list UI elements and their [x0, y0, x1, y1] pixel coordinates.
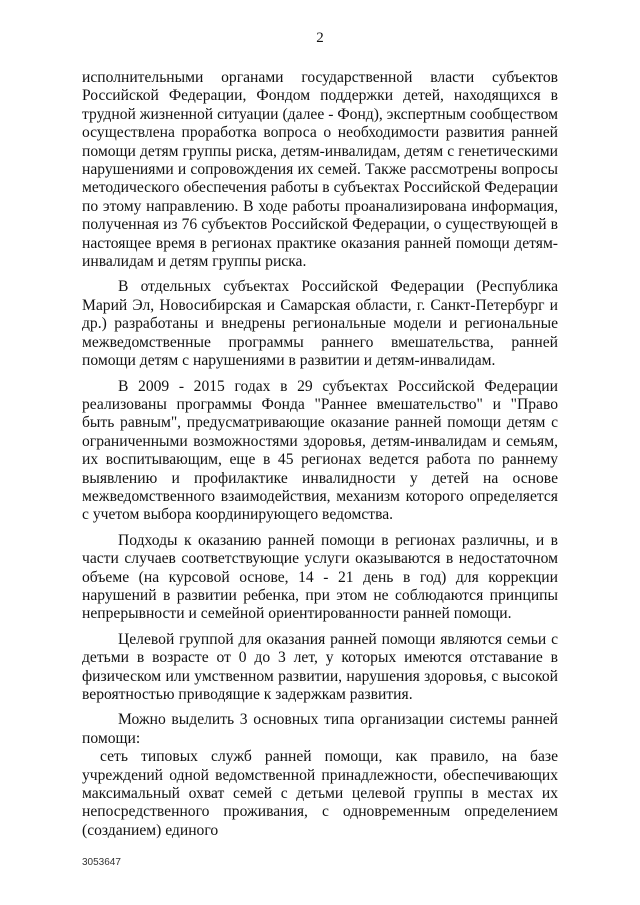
document-code: 3053647 [82, 857, 121, 868]
document-body [82, 69, 558, 847]
paragraph-fund-programs: В 2009 - 2015 годах в 29 субъектах Российской Федерации реализованы программы Фонда "Раннее вмешательство" и "Право быть равным", предусматривающие оказание ранней помощи детям с ограниченными возможностями здоровья, детям-инвалидам и семьям, их воспитывающим, еще в 45 регионах ведется работа по раннему выявлению и профилактике инвалидности у детей на основе межведомственного взаимодействия, механизм которого определяется с учетом выбора координирующего ведомства. [82, 377, 558, 524]
paragraph-target-group: Целевой группой для оказания ранней помощи являются семьи с детьми в возрасте от 0 до 3 лет, у которых имеются отставание в физическом или умственном развитии, нарушения здоровья, с высокой вероятностью приводящие к задержкам развития. [82, 630, 558, 703]
paragraph-intro-continuation: исполнительными органами государственной власти субъектов Российской Федерации, Фондом поддержки детей, находящихся в трудной жизненной ситуации (далее - Фонд), экспертным сообществом осуществлена проработка вопроса о необходимости развития ранней помощи детям группы риска, детям-инвалидам, детям с генетическими нарушениями и сопровождения их семей. Также рассмотрены вопросы методического обеспечения работы в субъектах Российской Федерации по этому направлению. В ходе работы проанализирована информация, полученная из 76 субъектов Российской Федерации, о существующей в настоящее время в регионах практике оказания ранней помощи детям-инвалидам и детям группы риска. [82, 69, 558, 271]
list-item-service-network: сеть типовых служб ранней помощи, как правило, на базе учреждений одной ведомственной принадлежности, обеспечивающих максимальный охват семей с детьми целевой группы в местах их непосредственного проживания, с одновременным определением (созданием) единого [82, 748, 558, 839]
paragraph-approaches: Подходы к оказанию ранней помощи в регионах различны, и в части случаев соответствующие услуги оказываются в недостаточном объеме (на курсовой основе, 14 - 21 день в год) для коррекции нарушений в развитии ребенка, при этом не соблюдаются принципы непрерывности и семейной ориентированности ранней помощи. [82, 531, 558, 623]
paragraph-three-types: Можно выделить 3 основных типа организации системы ранней помощи: [82, 711, 558, 747]
page-number: 2 [316, 30, 324, 46]
paragraph-regional-models: В отдельных субъектах Российской Федерации (Республика Марий Эл, Новосибирская и Самарская области, г. Санкт-Петербург и др.) разработаны и внедрены региональные модели и региональные межведомственные программы раннего вмешательства, ранней помощи детям с нарушениями в развитии и детям-инвалидам. [82, 278, 558, 370]
